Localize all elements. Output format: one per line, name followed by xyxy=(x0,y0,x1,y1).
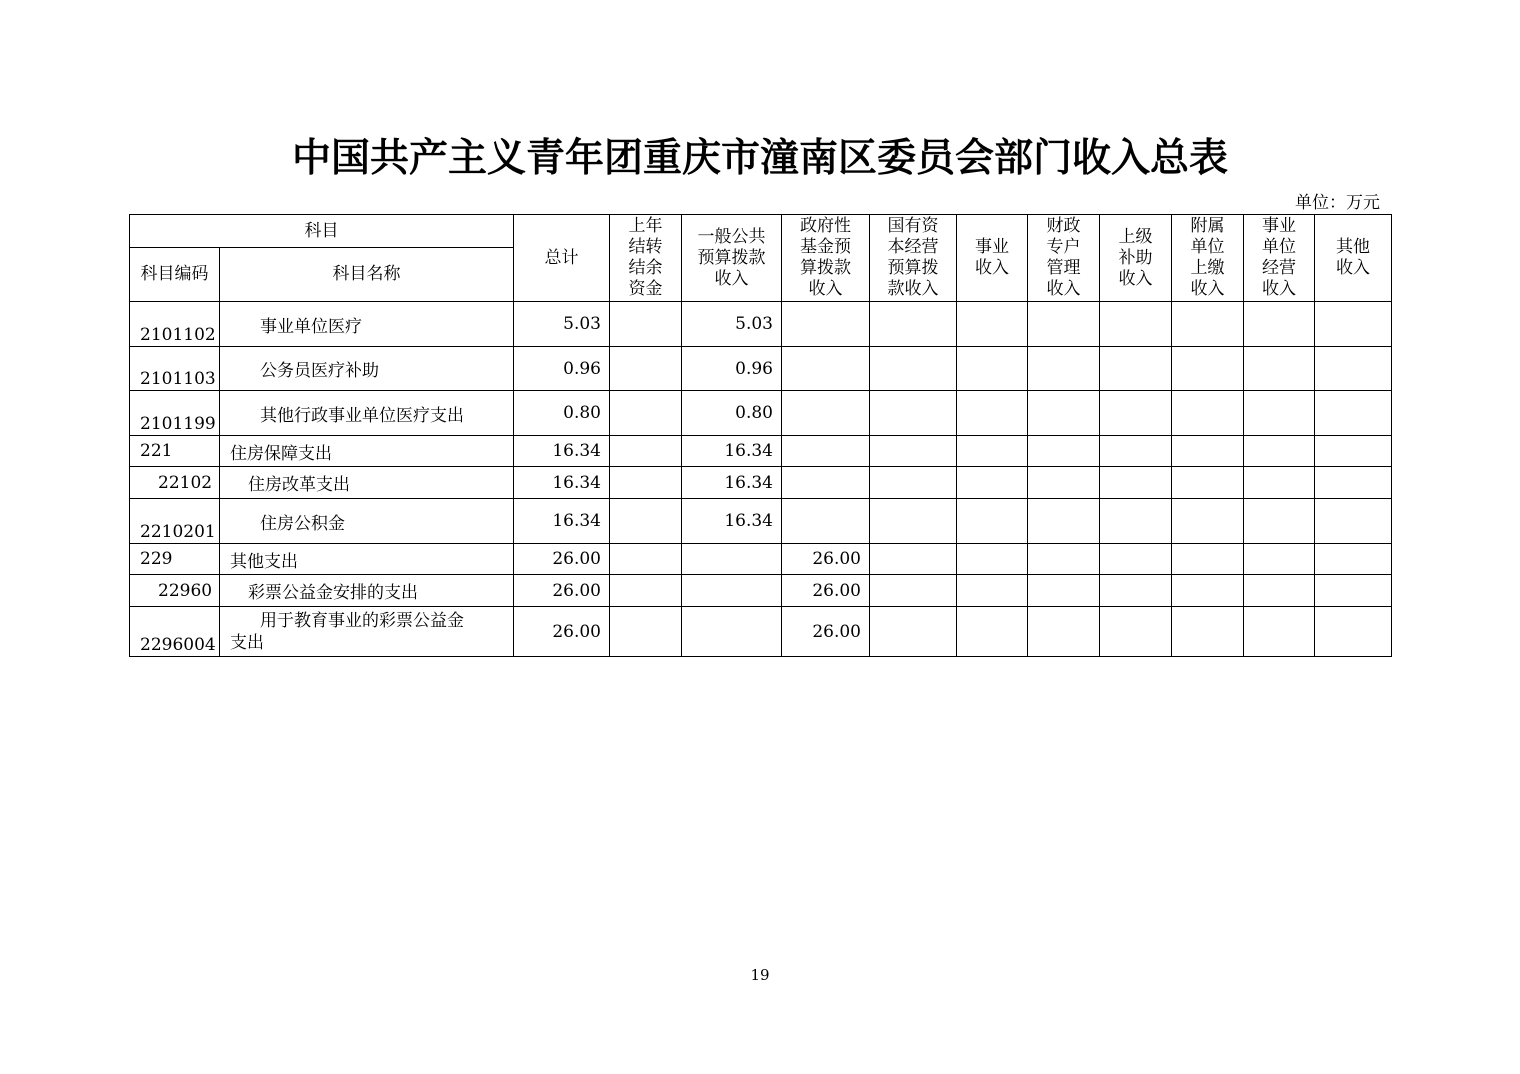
row-total: 0.80 xyxy=(514,391,610,436)
header-subject: 科目 xyxy=(130,215,514,248)
row-name: 彩票公益金安排的支出 xyxy=(220,575,514,607)
row-code: 2210201 xyxy=(130,499,220,544)
header-carryover: 上年 结转 结余 资金 xyxy=(610,215,682,302)
page-number: 19 xyxy=(750,966,770,984)
row-total: 16.34 xyxy=(514,467,610,499)
row-total: 16.34 xyxy=(514,436,610,467)
row-general: 0.96 xyxy=(682,347,782,391)
row-gov-fund xyxy=(782,499,870,544)
row-general: 0.80 xyxy=(682,391,782,436)
row-name: 住房公积金 xyxy=(220,499,514,544)
row-name: 事业单位医疗 xyxy=(220,302,514,347)
row-code: 22960 xyxy=(130,575,220,607)
row-gov-fund xyxy=(782,302,870,347)
income-summary-table xyxy=(129,214,1392,657)
row-gov-fund xyxy=(782,347,870,391)
header-row-1 xyxy=(130,215,1392,248)
row-code: 2101103 xyxy=(130,347,220,391)
page-title: 中国共产主义青年团重庆市潼南区委员会部门收入总表 xyxy=(291,135,1228,181)
row-general: 16.34 xyxy=(682,499,782,544)
header-state-capital: 国有资 本经营 预算拨 款收入 xyxy=(870,215,957,302)
header-total: 总计 xyxy=(514,215,610,302)
header-fiscal-special: 财政 专户 管理 收入 xyxy=(1028,215,1100,302)
table-row xyxy=(130,575,1392,607)
row-total: 0.96 xyxy=(514,347,610,391)
header-other: 其他 收入 xyxy=(1315,215,1392,302)
row-general: 16.34 xyxy=(682,467,782,499)
header-business-income: 事业 收入 xyxy=(957,215,1028,302)
row-name: 公务员医疗补助 xyxy=(220,347,514,391)
row-name: 其他支出 xyxy=(220,544,514,575)
row-code: 2101102 xyxy=(130,302,220,347)
row-name: 住房改革支出 xyxy=(220,467,514,499)
header-superior-subsidy: 上级 补助 收入 xyxy=(1100,215,1172,302)
row-code: 221 xyxy=(130,436,220,467)
row-gov-fund: 26.00 xyxy=(782,607,870,657)
row-code: 2296004 xyxy=(130,607,220,657)
row-gov-fund xyxy=(782,467,870,499)
row-total: 26.00 xyxy=(514,607,610,657)
row-name: 住房保障支出 xyxy=(220,436,514,467)
row-general: 16.34 xyxy=(682,436,782,467)
row-name: 用于教育事业的彩票公益金 支出 xyxy=(220,607,514,657)
table-row xyxy=(130,467,1392,499)
table-row xyxy=(130,436,1392,467)
row-general xyxy=(682,544,782,575)
table-row xyxy=(130,499,1392,544)
table-row xyxy=(130,391,1392,436)
row-total: 5.03 xyxy=(514,302,610,347)
header-operating: 事业 单位 经营 收入 xyxy=(1244,215,1315,302)
row-gov-fund: 26.00 xyxy=(782,544,870,575)
row-code: 229 xyxy=(130,544,220,575)
header-gov-fund: 政府性 基金预 算拨款 收入 xyxy=(782,215,870,302)
header-affiliated: 附属 单位 上缴 收入 xyxy=(1172,215,1244,302)
row-gov-fund: 26.00 xyxy=(782,575,870,607)
table-row xyxy=(130,544,1392,575)
header-general-budget: 一般公共 预算拨款 收入 xyxy=(682,215,782,302)
row-total: 16.34 xyxy=(514,499,610,544)
table-row xyxy=(130,347,1392,391)
row-total: 26.00 xyxy=(514,544,610,575)
header-code: 科目编码 xyxy=(130,248,220,302)
unit-label: 单位：万元 xyxy=(1295,193,1380,213)
row-gov-fund xyxy=(782,436,870,467)
row-general xyxy=(682,575,782,607)
row-general: 5.03 xyxy=(682,302,782,347)
row-code: 22102 xyxy=(130,467,220,499)
row-name: 其他行政事业单位医疗支出 xyxy=(220,391,514,436)
header-name: 科目名称 xyxy=(220,248,514,302)
row-general xyxy=(682,607,782,657)
table-row xyxy=(130,607,1392,657)
table-row xyxy=(130,302,1392,347)
row-total: 26.00 xyxy=(514,575,610,607)
row-gov-fund xyxy=(782,391,870,436)
row-code: 2101199 xyxy=(130,391,220,436)
